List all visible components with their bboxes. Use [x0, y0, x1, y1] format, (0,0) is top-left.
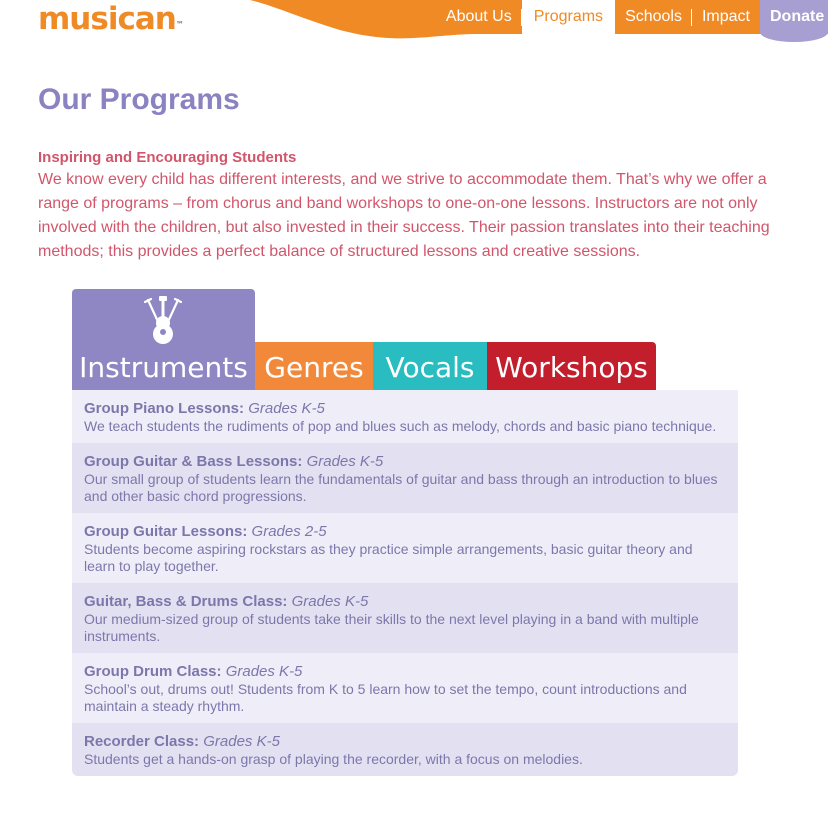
nav-programs[interactable]: Programs [522, 0, 615, 34]
program-description: Our medium-sized group of students take their skills to the next level playing in a band with multiple instruments. [84, 611, 699, 644]
program-grades: Grades K-5 [291, 593, 369, 610]
intro-text: We know every child has different interests, and we strive to accommodate them. That’s why we offer a range of programs – from chorus and band workshops to one-on-one lessons. Instructors are not only involved with the children, but also invested in their success. Their passion translates into their teaching methods; this provides a perfect balance of structured lessons and creative sessions. [38, 171, 770, 260]
program-description: Students become aspiring rockstars as they practice simple arrangements, basic guitar theory and learn to play together. [84, 541, 693, 574]
tab-vocals[interactable]: Vocals [373, 342, 487, 390]
program-grades: Grades 2-5 [251, 523, 327, 540]
tab-instruments[interactable] [72, 289, 255, 390]
program-name: Recorder Class: [84, 733, 200, 750]
tab-genres[interactable]: Genres [255, 342, 373, 390]
program-list [72, 390, 738, 776]
program-description: Our small group of students learn the fundamentals of guitar and bass through an introduction to blues and other basic chord progressions. [84, 471, 718, 504]
list-item [72, 653, 738, 723]
list-item [72, 390, 738, 443]
tab-workshops[interactable]: Workshops [487, 342, 656, 390]
logo-text: musican [38, 1, 176, 37]
nav-schools[interactable]: Schools [615, 0, 692, 34]
list-item [72, 583, 738, 653]
instruments-icon [140, 296, 186, 346]
program-description: Students get a hands-on grasp of playing the recorder, with a focus on melodies. [84, 751, 583, 767]
program-description: We teach students the rudiments of pop and blues such as melody, chords and basic piano technique. [84, 418, 717, 434]
list-item [72, 723, 738, 776]
program-grades: Grades K-5 [248, 400, 325, 417]
trademark-mark: ™ [175, 20, 184, 29]
program-description: School’s out, drums out! Students from K to 5 learn how to set the tempo, count introductions and maintain a steady rhythm. [84, 681, 687, 714]
donate-button[interactable]: Donate [760, 0, 828, 42]
list-item [72, 443, 738, 513]
program-name: Group Guitar & Bass Lessons: [84, 453, 303, 470]
program-grades: Grades K-5 [203, 733, 280, 750]
nav-about-us[interactable]: About Us [436, 0, 522, 34]
musican-logo[interactable] [38, 0, 184, 38]
tab-instruments-label: Instruments [79, 351, 248, 384]
list-item [72, 513, 738, 583]
nav-impact[interactable]: Impact [701, 8, 750, 25]
program-name: Group Guitar Lessons: [84, 523, 248, 540]
program-name: Group Drum Class: [84, 663, 222, 680]
intro-heading: Inspiring and Encouraging Students [38, 149, 297, 166]
program-grades: Grades K-5 [306, 453, 384, 470]
program-grades: Grades K-5 [225, 663, 303, 680]
program-name: Group Piano Lessons: [84, 400, 245, 417]
main-nav [436, 0, 828, 34]
intro-section [38, 148, 798, 264]
program-name: Guitar, Bass & Drums Class: [84, 593, 288, 610]
page-title: Our Programs [38, 83, 240, 116]
site-header [0, 0, 828, 60]
